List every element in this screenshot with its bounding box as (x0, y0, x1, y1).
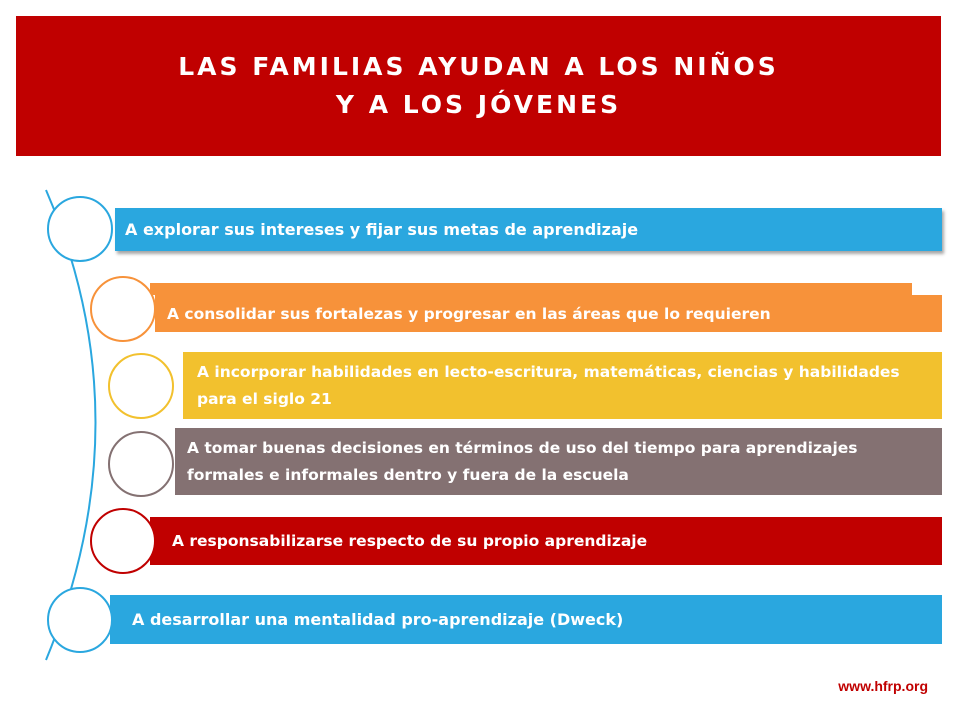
slide-title-line-1: LAS FAMILIAS AYUDAN A LOS NIÑOS (178, 52, 779, 81)
list-item-text: A consolidar sus fortalezas y progresar en las áreas que lo requieren (167, 304, 771, 323)
bullet-circle (108, 431, 174, 497)
bullet-circle (90, 508, 156, 574)
bullet-circle (90, 276, 156, 342)
list-item-good-decisions (175, 428, 942, 495)
slide-title-line-2: Y A LOS JÓVENES (335, 90, 622, 119)
list-item-bar-top-strip (150, 283, 912, 295)
list-item-incorporate-skills (183, 352, 942, 419)
list-item-text: A responsabilizarse respecto de su propio aprendizaje (172, 532, 648, 550)
list-item-text: A explorar sus intereses y fijar sus metas de aprendizaje (125, 220, 639, 239)
footer-website-link[interactable]: www.hfrp.org (838, 678, 928, 694)
list-item-responsibility (150, 517, 942, 565)
list-item-consolidate-strengths (155, 295, 942, 332)
list-item-learning-mindset (110, 595, 942, 644)
list-item-text: A incorporar habilidades en lecto-escritura, matemáticas, ciencias y habilidades para el siglo 21 (197, 362, 900, 408)
list-item-explore-interests (115, 208, 942, 251)
bullet-circle (47, 196, 113, 262)
list-item-text: A tomar buenas decisiones en términos de uso del tiempo para aprendizajes formales e informales dentro y fuera de la escuela (187, 438, 858, 484)
bullet-circle (108, 353, 174, 419)
list-item-text: A desarrollar una mentalidad pro-aprendizaje (Dweck) (132, 610, 624, 629)
bullet-circle (47, 587, 113, 653)
